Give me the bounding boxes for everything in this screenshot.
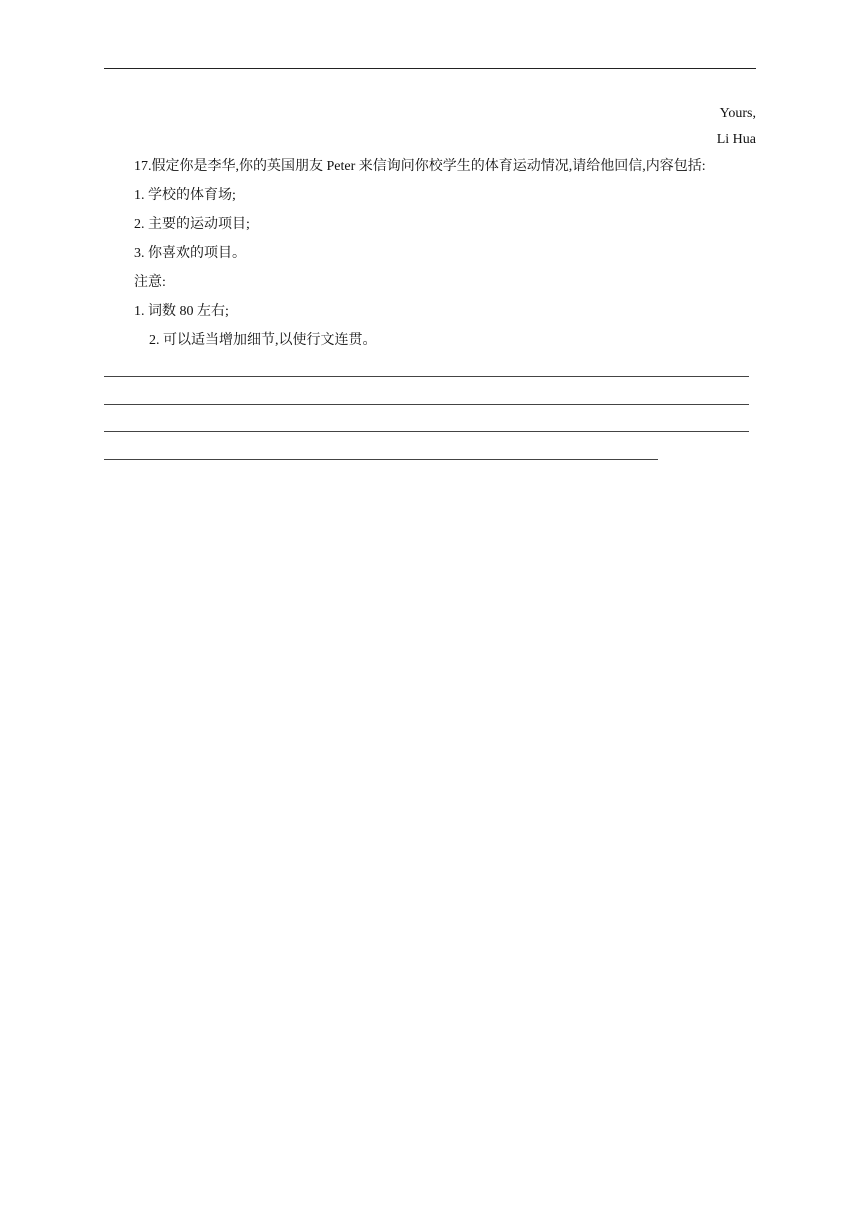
letter-closing-salutation: Yours, [719,106,756,121]
notes-heading: 注意: [134,275,166,290]
task-item: 1. 学校的体育场; [134,188,236,203]
answer-line[interactable] [104,376,749,377]
answer-lines [104,376,764,486]
task-item: 2. 主要的运动项目; [134,217,250,232]
answer-line[interactable] [104,431,749,432]
note-item: 1. 词数 80 左右; [134,304,229,319]
writing-task [104,157,764,360]
letter-closing-name: Li Hua [716,132,756,147]
header-rule [104,68,756,69]
answer-line[interactable] [104,459,658,460]
answer-line[interactable] [104,404,749,405]
task-item: 3. 你喜欢的项目。 [134,246,246,261]
note-item: 2. 可以适当增加细节,以使行文连贯。 [149,333,377,348]
task-prompt: 17.假定你是李华,你的英国朋友 Peter 来信询问你校学生的体育运动情况,请给他回信,内容包括: [134,159,706,174]
